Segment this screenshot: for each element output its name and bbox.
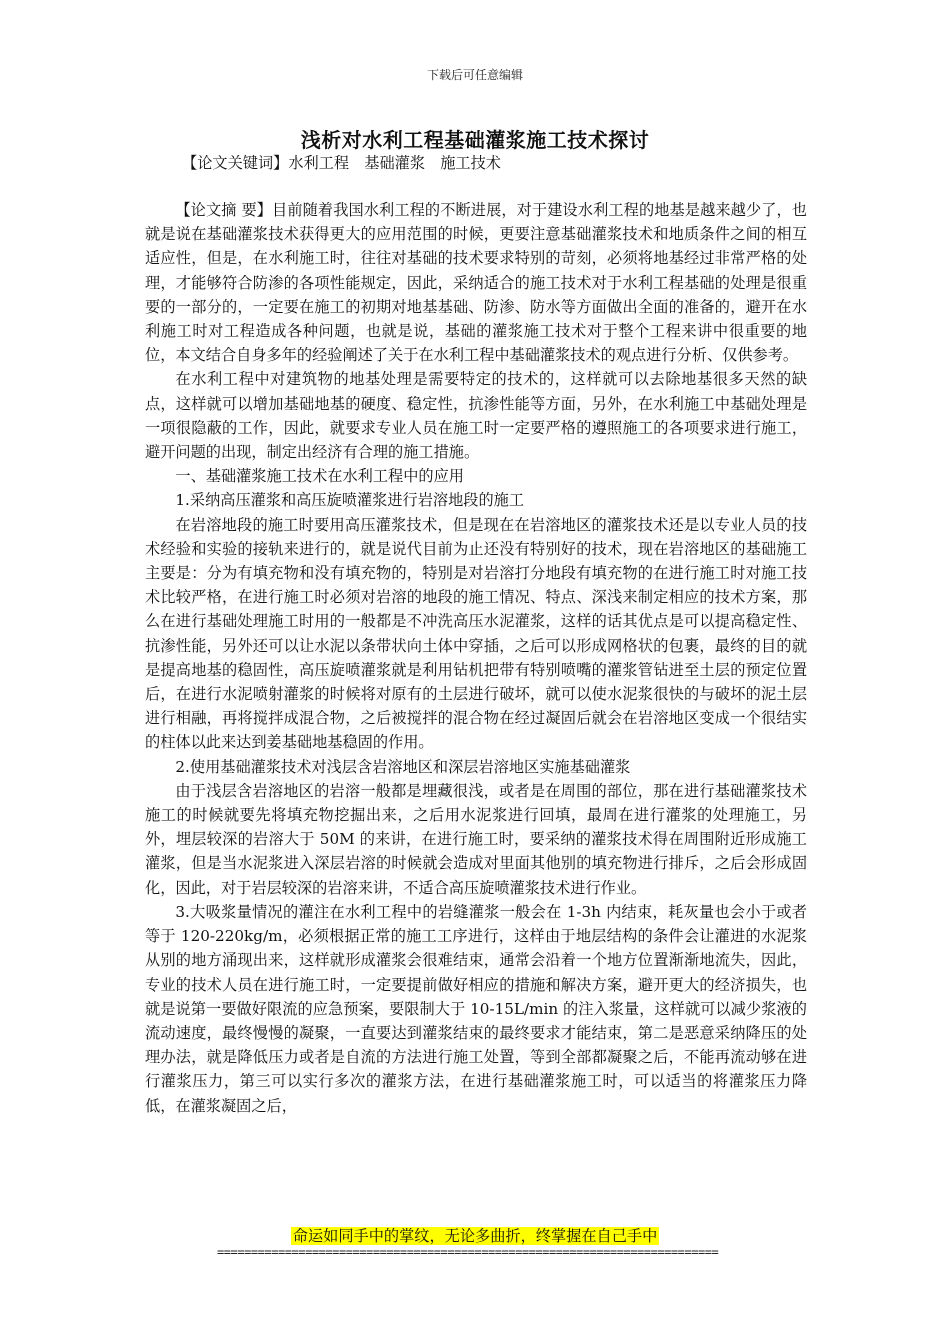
footer-banner-text: 命运如同手中的掌纹，无论多曲折，终掌握在自己手中 [292,1227,658,1245]
subsection-heading: 1.采纳高压灌浆和高压旋喷灌浆进行岩溶地段的施工 [175,491,525,510]
document-title: 浅析对水利工程基础灌浆施工技术探讨 [300,128,650,152]
body-paragraph: 3.大吸浆量情况的灌注在水利工程中的岩缝灌浆一般会在 1-3h 内结束，耗灰量也会小于或者等于 120-220kg/m，必须根据正常的施工工序进行，这样由于地层结构的条件会让灌进的水泥浆从别的地方涌现出来，这样就形成灌浆会很难结束，通常会沿着一个地方位置渐渐地流失，因此，专业的技术人员在进行施工时，一定要提前做好相应的措施和解决方案，避开更大的经济损失，也就是说第一要做好限流的应急预案，要限制大于 10-15L/min 的注入浆量，这样就可以减少浆液的流动速度，最终慢慢的凝聚，一直要达到灌浆结束的最终要求才能结束，第二是恶意采纳降压的处理办法，就是降低压力或者是自流的方法进行施工处置，等到全部都凝聚之后，不能再流动够在进行灌浆压力，第三可以实行多次的灌浆方法，在进行基础灌浆施工时，可以适当的将灌浆压力降低，在灌浆凝固之后， [145,902,807,1115]
section-heading: 一、基础灌浆施工技术在水利工程中的应用 [175,467,464,486]
abstract-paragraph: 【论文摘 要】目前随着我国水利工程的不断进展，对于建设水利工程的地基是越来越少了，也就是说在基础灌浆技术获得更大的应用范围的时候，更要注意基础灌浆技术和地质条件之间的相互适应性，但是，在水利施工时，往往对基础的技术要求特别的苛刻，必须将地基经过非常严格的处理，才能够符合防渗的各项性能规定，因此，采纳适合的施工技术对于水利工程基础的处理是很重要的一部分的，一定要在施工的初期对地基基础、防渗、防水等方面做出全面的准备的，避开在水利施工时对工程造成各种问题，也就是说，基础的灌浆施工技术对于整个工程来讲中很重要的地位，本文结合自身多年的经验阐述了关于在水利工程中基础灌浆技术的观点进行分析、仅供参考。 [145,201,807,365]
document-body [145,198,807,1118]
footer-banner [0,1225,950,1246]
subsection-heading: 2.使用基础灌浆技术对浅层含岩溶地区和深层岩溶地区实施基础灌浆 [175,757,631,776]
header-note: 下载后可任意编辑 [426,68,523,82]
body-paragraph: 在岩溶地段的施工时要用高压灌浆技术，但是现在在岩溶地区的灌浆技术还是以专业人员的技术经验和实验的接轨来进行的，就是说代目前为止还没有特别好的技术，现在岩溶地区的基础施工主要是：分为有填充物和没有填充物的，特别是对岩溶打分地段有填充物的在进行施工时对施工技术比较严格，在进行施工时必须对岩溶的地段的施工情况、特点、深浅来制定相应的技术方案，那么在进行基础处理施工时用的一般都是不冲洗高压水泥灌浆，这样的话其优点是可以提高稳定性、抗渗性能，另外还可以让水泥以条带状向土体中穿插，之后可以形成网格状的包裹，最终的目的就是提高地基的稳固性，高压旋喷灌浆就是利用钻机把带有特别喷嘴的灌浆管钻进至土层的预定位置后，在进行水泥喷射灌浆的时候将对原有的土层进行破坏，就可以使水泥浆很快的与破坏的泥土层进行相融，再将搅拌成混合物，之后被搅拌的混合物在经过凝固后就会在岩溶地区变成一个很结实的柱体以此来达到姜基础地基稳固的作用。 [145,515,807,752]
keywords-line: 【论文关键词】水利工程 基础灌浆 施工技术 [182,154,501,172]
body-paragraph: 由于浅层含岩溶地区的岩溶一般都是埋藏很浅，或者是在周围的部位，那在进行基础灌浆技术施工的时候就要先将填充物挖掘出来，之后用水泥浆进行回填，最周在进行灌浆的处理施工，另外，埋层较深的岩溶大于 50M 的来讲，在进行施工时，要采纳的灌浆技术得在周围附近形成施工灌浆，但是当水泥浆进入深层岩溶的时候就会造成对里面其他别的填充物进行排斥，之后会形成固化，因此，对于岩层较深的岩溶来讲，不适合高压旋喷灌浆技术进行作业。 [145,781,807,897]
body-paragraph: 在水利工程中对建筑物的地基处理是需要特定的技术的，这样就可以去除地基很多天然的缺点，这样就可以增加基础地基的硬度、稳定性，抗渗性能等方面，另外，在水利施工中基础处理是一项很隐蔽的工作，因此，就要求专业人员在施工时一定要严格的遵照施工的各项要求进行施工，避开问题的出现，制定出经济有合理的施工措施。 [145,370,807,462]
footer-divider: ========================================================================== [217,1245,719,1259]
